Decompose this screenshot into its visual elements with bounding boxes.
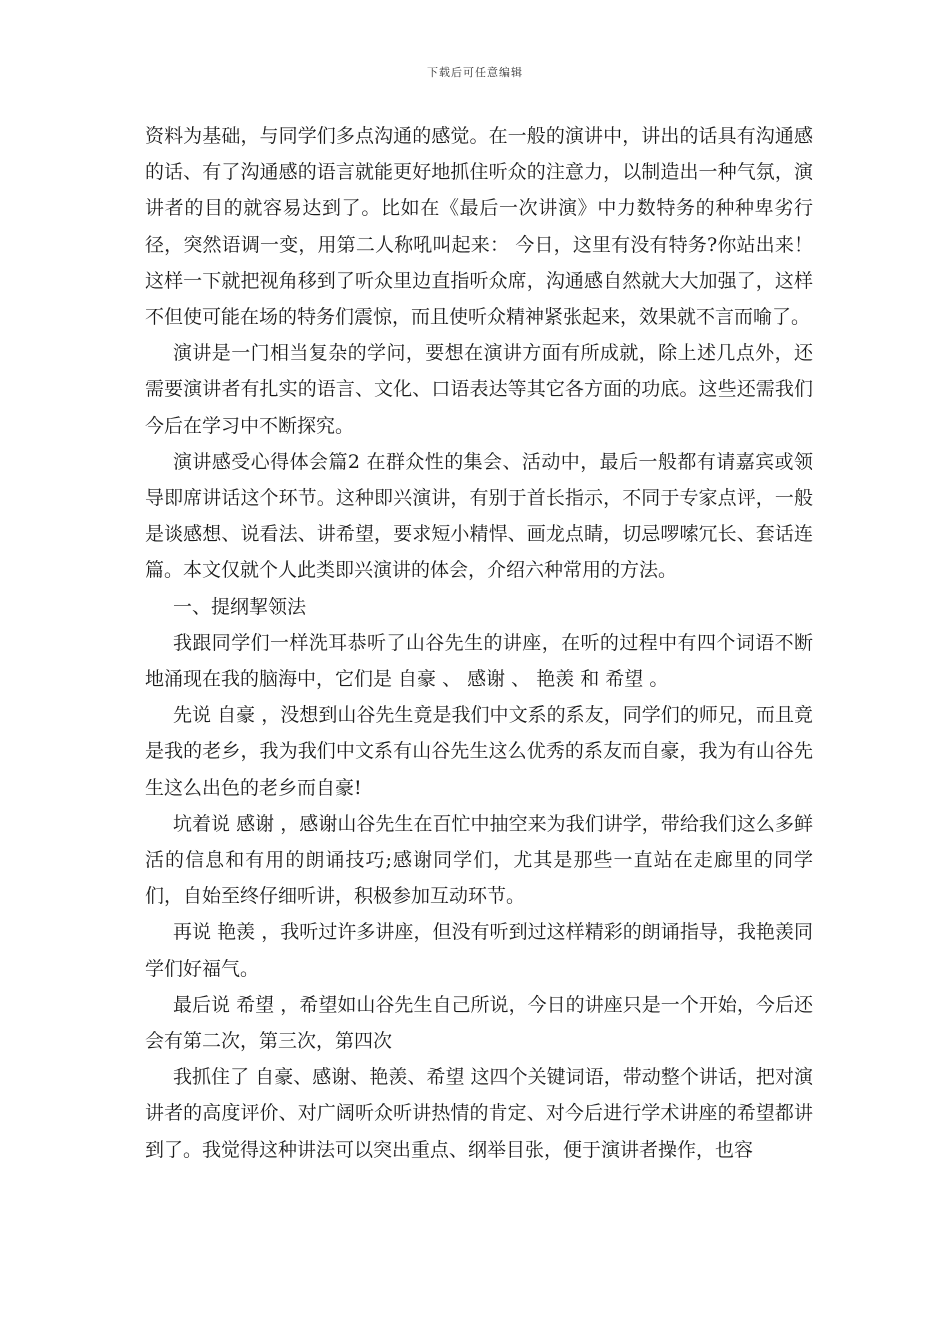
page-header: 下载后可任意编辑	[427, 66, 523, 79]
section-heading: 一、提纲挈领法	[173, 595, 307, 618]
paragraph-8: 再说 艳羡 ，我听过许多讲座，但没有听到过这样精彩的朗诵指导，我艳羡同学们好福气。	[145, 921, 813, 980]
paragraph-1: 资料为基础，与同学们多点沟通的感觉。在一般的演讲中，讲出的话具有沟通感的话、有了沟通感的语言就能更好地抓住听众的注意力，以制造出一种气氛，演讲者的目的就容易达到了。比如在《最后一次讲演》中力数特务的种种卑劣行径，突然语调一变，用第二人称吼叫起来： 今日，这里有没有特务?你站出来！这样一下就把视角移到了听众里边直指听众席，沟通感自然就大大加强了，这样不但使可能在场的特务们震惊，而且使听众精神紧张起来，效果就不言而喻了。	[145, 125, 813, 329]
paragraph-6: 先说 自豪 ，没想到山谷先生竟是我们中文系的系友，同学们的师兄，而且竟是我的老乡，我为我们中文系有山谷先生这么优秀的系友而自豪，我为有山谷先生这么出色的老乡而自豪!	[145, 704, 813, 799]
paragraph-2: 演讲是一门相当复杂的学问，要想在演讲方面有所成就，除上述几点外，还需要演讲者有扎实的语言、文化、口语表达等其它各方面的功底。这些还需我们今后在学习中不断探究。	[145, 342, 813, 437]
paragraph-3: 演讲感受心得体会篇2 在群众性的集会、活动中，最后一般都有请嘉宾或领导即席讲话这个环节。这种即兴演讲，有别于首长指示，不同于专家点评，一般是谈感想、说看法、讲希望，要求短小精悍、画龙点睛，切忌啰嗦冗长、套话连篇。本文仅就个人此类即兴演讲的体会，介绍六种常用的方法。	[145, 450, 813, 582]
paragraph-5: 我跟同学们一样洗耳恭听了山谷先生的讲座，在听的过程中有四个词语不断地涌现在我的脑海中，它们是 自豪 、 感谢 、 艳羡 和 希望 。	[145, 631, 813, 691]
paragraph-7: 坑着说 感谢 ，感谢山谷先生在百忙中抽空来为我们讲学，带给我们这么多鲜活的信息和有用的朗诵技巧;感谢同学们，尤其是那些一直站在走廊里的同学们，自始至终仔细听讲，积极参加互动环节。	[145, 812, 813, 908]
paragraph-10: 我抓住了 自豪、感谢、艳羡、希望 这四个关键词语，带动整个讲话，把对演讲者的高度评价、对广阔听众听讲热情的肯定、对今后进行学术讲座的希望都讲到了。我觉得这种讲法可以突出重点、纲举目张，便于演讲者操作，也容	[145, 1066, 813, 1161]
document-body	[145, 118, 813, 1168]
paragraph-9: 最后说 希望 ，希望如山谷先生自己所说，今日的讲座只是一个开始，今后还会有第二次，第三次，第四次	[145, 993, 813, 1053]
